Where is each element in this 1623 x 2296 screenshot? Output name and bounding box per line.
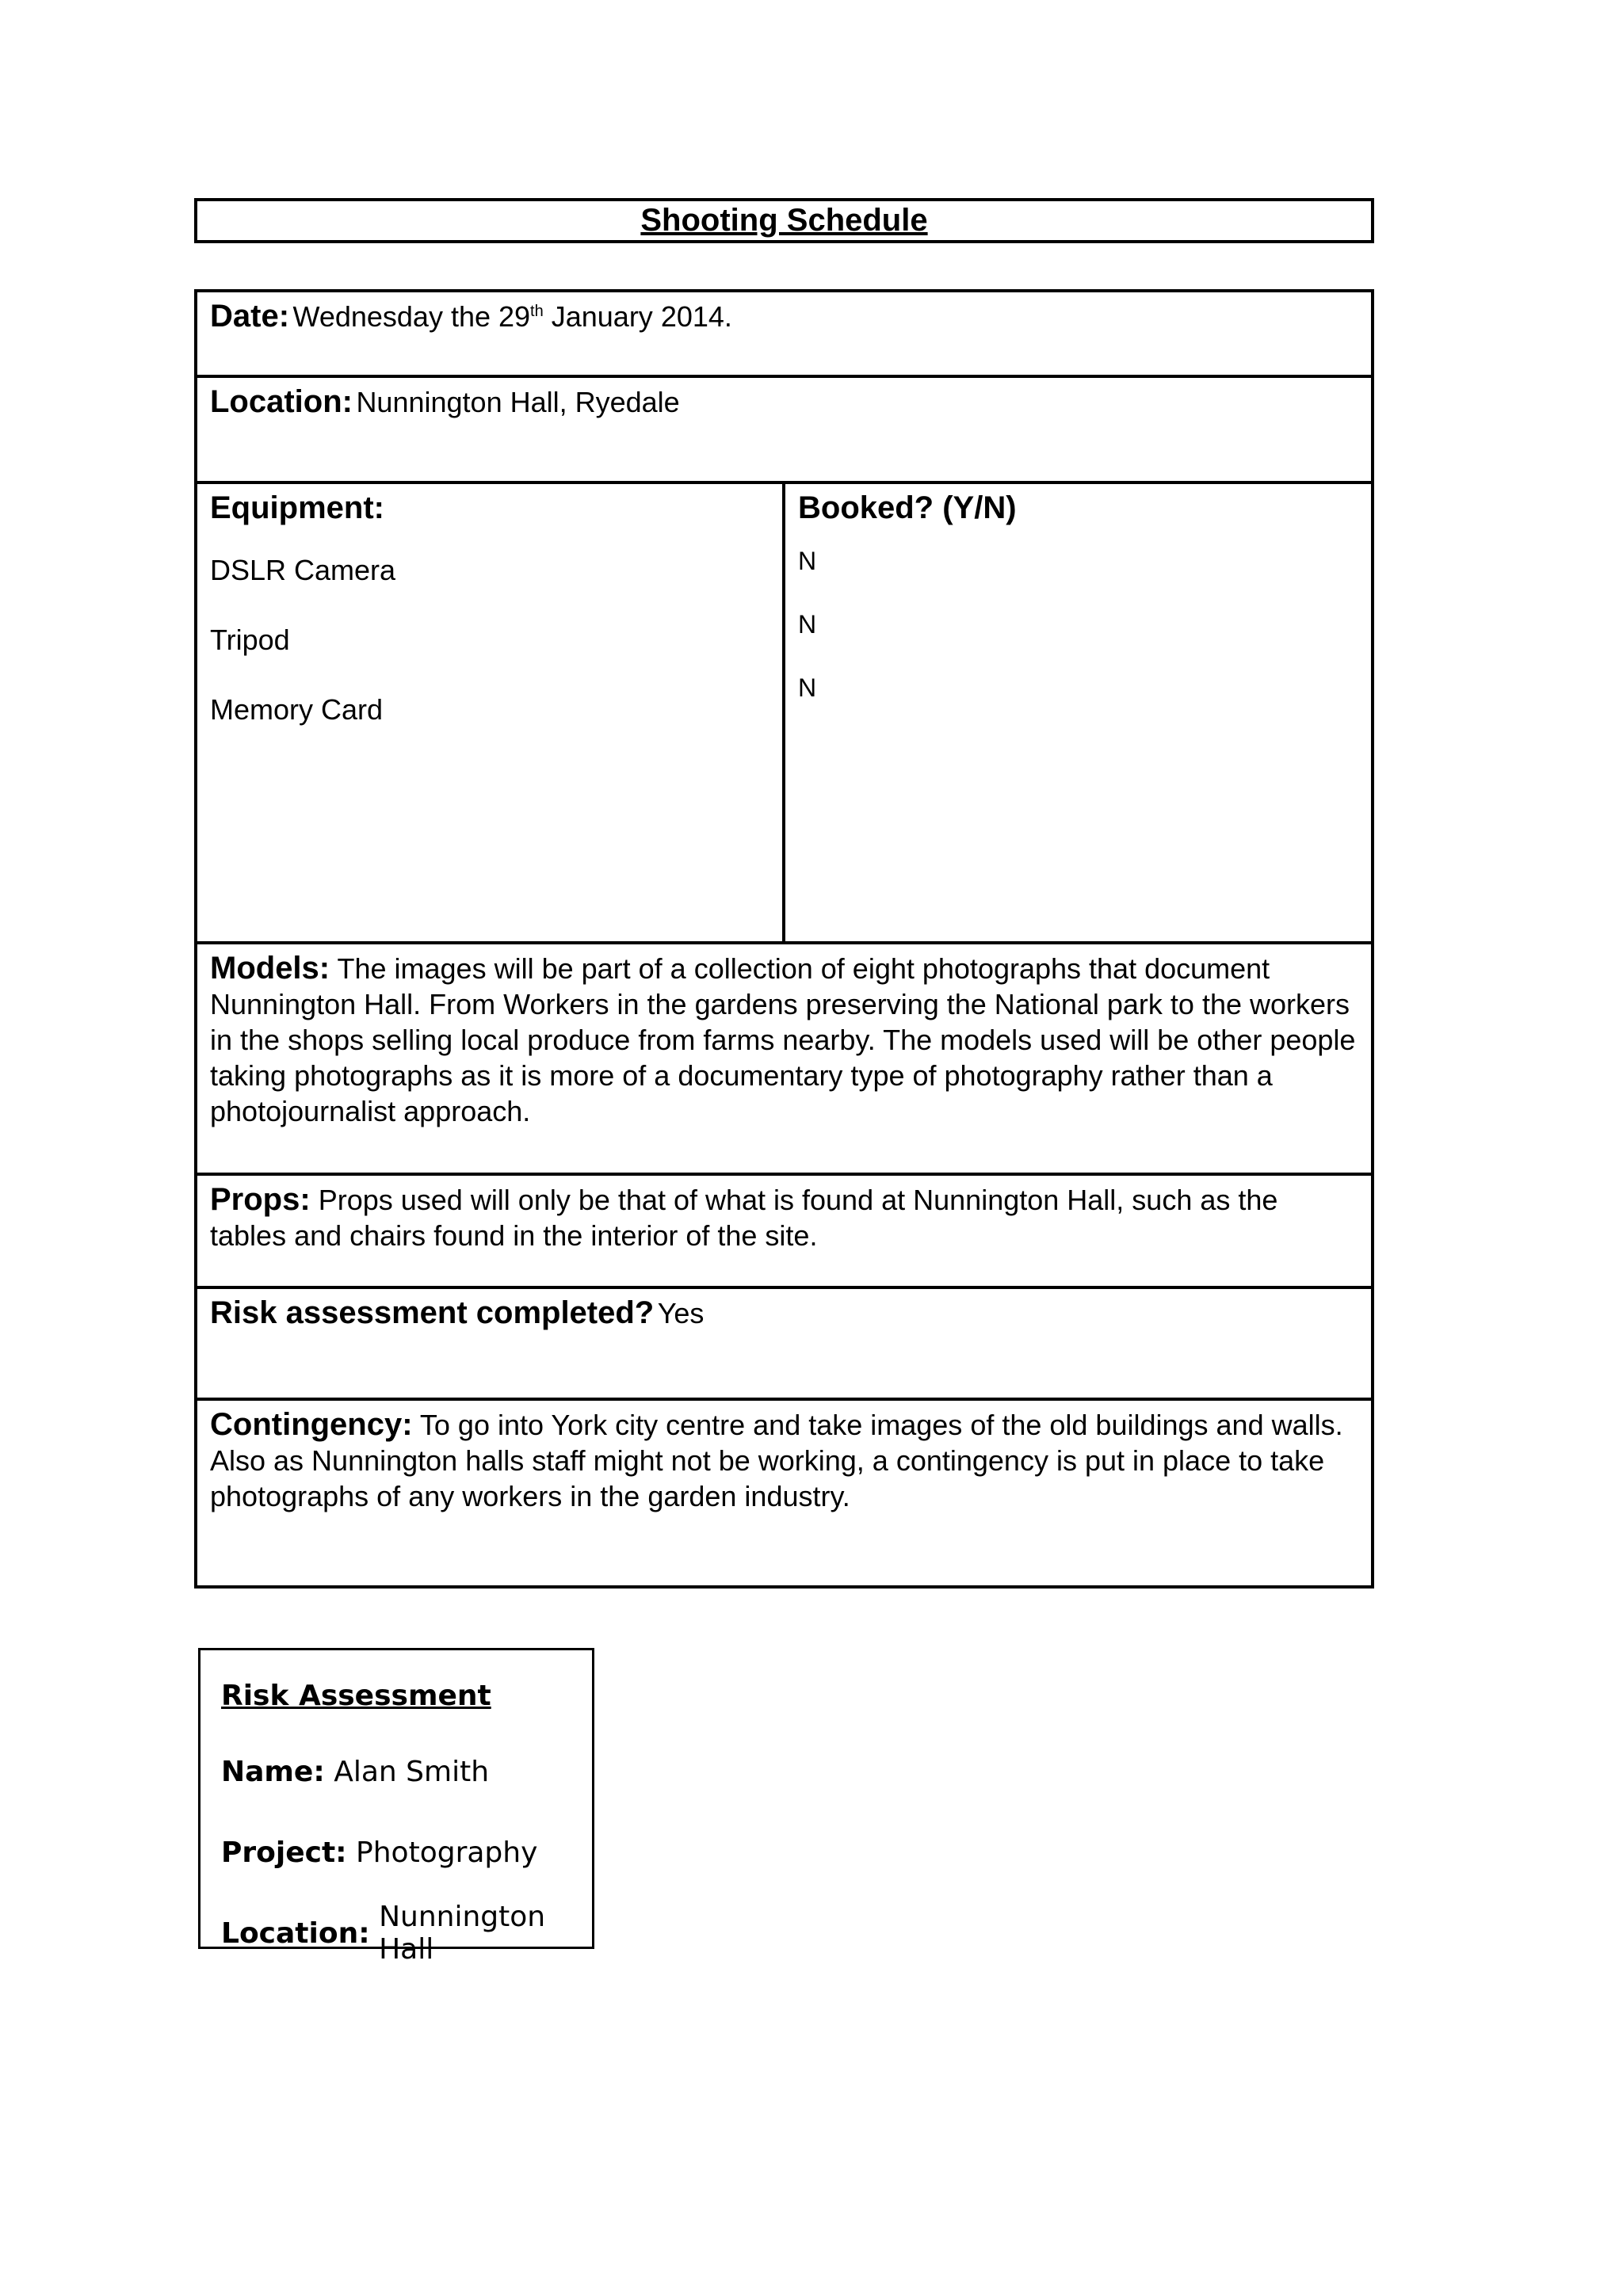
booked-column (785, 484, 1371, 941)
models-row (197, 944, 1371, 1176)
equipment-label: Equipment: (210, 490, 384, 525)
date-value-main: Wednesday the 29 (292, 300, 531, 333)
props-text: Props used will only be that of what is found at Nunnington Hall, such as the tables and chairs found in the interior of the site. (210, 1184, 1278, 1252)
booked-status: N (798, 609, 817, 639)
risk-project-line (221, 1812, 571, 1893)
risk-completed-label: Risk assessment completed? (210, 1295, 655, 1330)
risk-assessment-heading-line (221, 1660, 571, 1731)
risk-assessment-heading: Risk Assessment (221, 1679, 491, 1712)
booked-label: Booked? (Y/N) (798, 490, 1017, 525)
models-paragraph (210, 951, 1358, 1129)
date-value-suffix: th (530, 303, 544, 320)
contingency-text: To go into York city centre and take images of the old buildings and walls. Also as Nunnington halls staff might not be working, a contingency is put in place to take photographs of any workers in the garden industry. (210, 1409, 1343, 1512)
contingency-row (197, 1401, 1371, 1592)
risk-location-value: Nunnington Hall (379, 1901, 546, 1966)
location-row (197, 378, 1371, 484)
equipment-item: DSLR Camera (210, 554, 396, 586)
risk-name-label: Name: (221, 1755, 325, 1788)
risk-project-value: Photography (356, 1836, 538, 1869)
risk-assessment-box (198, 1648, 594, 1966)
date-value-rest: January 2014. (543, 300, 732, 333)
risk-location-line (221, 1893, 571, 1974)
location-label: Location: (210, 384, 353, 419)
props-row (197, 1176, 1371, 1289)
equipment-item: Tripod (210, 624, 290, 656)
risk-completed-row (197, 1289, 1371, 1401)
risk-name-value: Alan Smith (334, 1755, 490, 1788)
date-label: Date: (210, 299, 290, 334)
page-title: Shooting Schedule (640, 203, 928, 238)
equipment-list (210, 536, 769, 745)
booked-list (798, 529, 1358, 719)
date-value (292, 300, 731, 333)
risk-project-label: Project: (221, 1836, 347, 1869)
date-row (197, 292, 1371, 378)
risk-location-label: Location: (221, 1917, 370, 1950)
equipment-column (197, 484, 785, 941)
equipment-item: Memory Card (210, 693, 384, 726)
models-label: Models: (210, 951, 330, 986)
contingency-paragraph (210, 1407, 1358, 1514)
shooting-schedule-table (194, 289, 1374, 1589)
booked-status: N (798, 546, 817, 575)
props-label: Props: (210, 1182, 311, 1217)
title-box (194, 198, 1374, 243)
location-value: Nunnington Hall, Ryedale (356, 386, 680, 418)
models-text: The images will be part of a collection of eight photographs that document Nunnington Hall. From Workers in the gardens preserving the National park to the workers in the shops selling local produce from farms nearby. The models used will be other people taking photographs as it is more of a documentary type of photography rather than a photojournalist approach. (210, 952, 1356, 1127)
contingency-label: Contingency: (210, 1407, 413, 1442)
equipment-row (197, 484, 1371, 944)
risk-completed-value: Yes (657, 1297, 705, 1329)
booked-status: N (798, 673, 817, 702)
props-paragraph (210, 1182, 1358, 1253)
risk-name-line (221, 1731, 571, 1812)
